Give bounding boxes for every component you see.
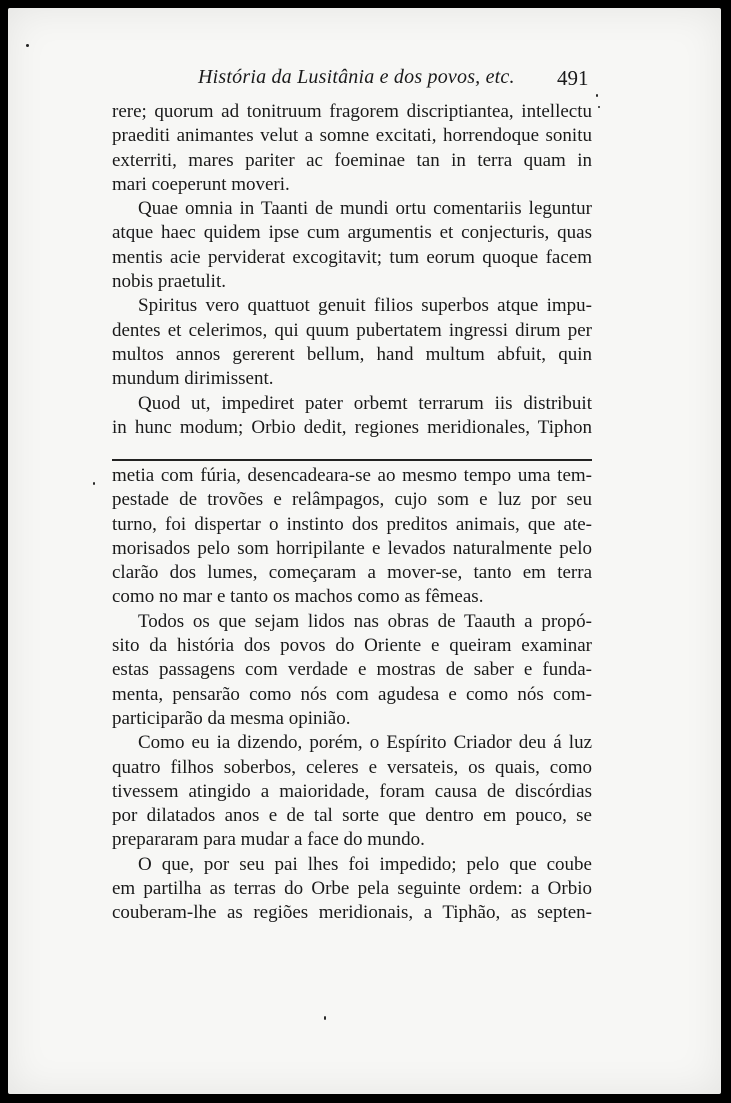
text-line: pestade de trovões e relâmpagos, cujo som e luz por seu (112, 489, 592, 511)
paragraph (112, 853, 592, 926)
text-line: Como eu ia dizendo, porém, o Espírito Criador deu á luz (138, 732, 592, 754)
paragraph (112, 197, 592, 294)
text-line: dentes et celerimos, qui quum pubertatem ingressi dirum per (112, 319, 592, 341)
text-line: Spiritus vero quattuot genuit filios superbos atque impu- (138, 295, 592, 317)
latin-text (112, 100, 592, 440)
text-line: nobis praetulit. (112, 271, 226, 293)
text-line: mari coeperunt moveri. (112, 173, 290, 195)
text-line: praediti animantes velut a somne excitati, horrendoque sonitu (112, 125, 592, 147)
text-line: sito da história dos povos do Oriente e queiram examinar (112, 635, 592, 657)
text-line: morisados pelo som horripilante e levados naturalmente pelo (112, 537, 592, 559)
text-line: metia com fúria, desencadeara-se ao mesmo tempo uma tem- (112, 465, 592, 486)
text-line: como no mar e tanto os machos como as fêmeas. (112, 586, 484, 608)
text-line: rere; quorum ad tonitruum fragorem discriptiantea, intellectu (112, 101, 592, 122)
book-page (8, 8, 721, 1094)
scan-speck (596, 94, 598, 97)
text-line: clarão dos lumes, começaram a mover-se, tanto em terra (112, 562, 592, 584)
text-line: mundum dirimissent. (112, 368, 274, 390)
paragraph (112, 100, 592, 197)
text-line: tivessem atingido a maioridade, foram causa de discórdias (112, 780, 592, 802)
text-line: exterriti, mares pariter ac foeminae tan in terra quam in (112, 149, 592, 171)
text-line: in hunc modum; Orbio dedit, regiones meridionales, Tiphon (112, 416, 592, 438)
text-line: prepararam para mudar a face do mundo. (112, 829, 425, 851)
text-line: couberam-lhe as regiões meridionais, a Tiphão, as septen- (112, 902, 592, 924)
paragraph (112, 294, 592, 391)
text-line: mentis acie perviderat excogitavit; tum eorum quoque facem (112, 246, 592, 268)
paragraph (112, 464, 592, 610)
text-line: atque haec quidem ipse cum argumentis et conjecturis, quas (112, 222, 592, 244)
text-line: em partilha as terras do Orbe pela seguinte ordem: a Orbio (112, 878, 592, 900)
text-line: Todos os que sejam lidos nas obras de Taauth a propó- (138, 610, 592, 632)
text-line: Quae omnia in Taanti de mundi ortu comentariis leguntur (138, 198, 592, 220)
page-number: 491 (557, 66, 589, 90)
text-line: menta, pensarão como nós com agudesa e como nós com- (112, 683, 592, 705)
text-line: por dilatados anos e de tal sorte que dentro em pouco, se (112, 805, 592, 827)
text-line: Quod ut, impediret pater orbemt terrarum iis distribuit (138, 392, 592, 414)
paragraph (112, 392, 592, 441)
scan-speck (324, 1016, 326, 1020)
scan-speck (26, 44, 29, 47)
footnote-separator-rule (112, 459, 592, 461)
text-line: turno, foi dispertar o instinto dos preditos animais, que ate- (112, 513, 592, 535)
portuguese-translation (112, 464, 592, 926)
paragraph (112, 610, 592, 731)
text-line: quatro filhos soberbos, celeres e versateis, os quais, como (112, 756, 592, 778)
paragraph (112, 731, 592, 852)
text-line: estas passagens com verdade e mostras de saber e funda- (112, 659, 592, 681)
page-header (8, 66, 721, 92)
text-line: multos annos gererent bellum, hand multum abfuit, quin (112, 343, 592, 365)
scan-speck (598, 106, 600, 108)
text-line: O que, por seu pai lhes foi impedido; pelo que coube (138, 853, 592, 875)
scan-speck (93, 482, 95, 485)
text-line: participarão da mesma opinião. (112, 707, 351, 729)
running-title: História da Lusitânia e dos povos, etc. (198, 66, 515, 88)
